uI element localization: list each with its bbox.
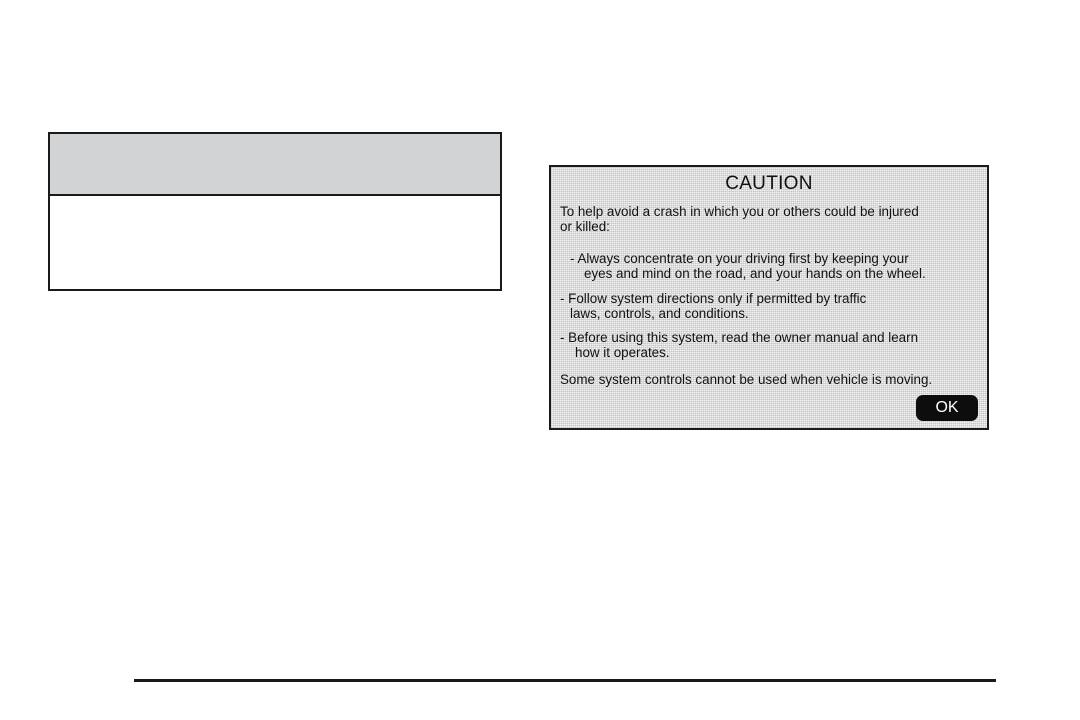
- caution-bullet-3-line-2: how it operates.: [575, 345, 670, 360]
- caution-bullet-1: [560, 251, 979, 281]
- caution-title: CAUTION: [725, 173, 813, 194]
- caution-bullet-1-line-1: - Always concentrate on your driving first by keeping your: [570, 251, 909, 266]
- caution-intro-line-2: or killed:: [560, 219, 610, 234]
- page-footer-divider: [134, 679, 996, 682]
- caution-bullet-2-line-1: - Follow system directions only if permitted by traffic: [560, 291, 867, 306]
- caution-intro-line-1: To help avoid a crash in which you or others could be injured: [560, 204, 919, 219]
- note-box: [48, 132, 502, 291]
- caution-intro: [560, 204, 979, 234]
- caution-bullet-3: [560, 330, 979, 360]
- caution-screen: [549, 165, 989, 430]
- caution-bullet-2: [560, 291, 979, 321]
- caution-bullet-1-line-2: eyes and mind on the road, and your hands on the wheel.: [584, 266, 926, 281]
- note-box-body: [50, 196, 500, 289]
- caution-footer-note: Some system controls cannot be used when vehicle is moving.: [560, 372, 933, 387]
- caution-bullet-2-line-2: laws, controls, and conditions.: [570, 306, 749, 321]
- note-box-header: [50, 134, 500, 196]
- ok-button[interactable]: OK: [916, 395, 978, 421]
- caution-bullet-3-line-1: - Before using this system, read the owner manual and learn: [560, 330, 919, 345]
